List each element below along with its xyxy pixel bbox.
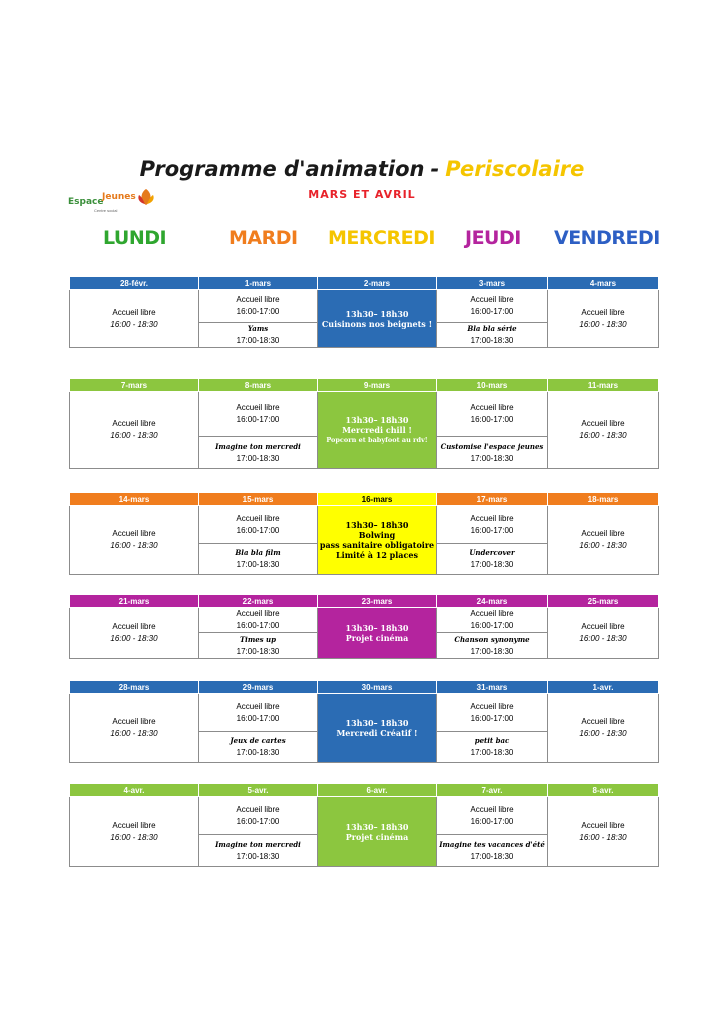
date-cell: 3-mars: [437, 277, 548, 290]
week-table: [69, 378, 659, 469]
wednesday-activity-line: Bolwing: [358, 530, 396, 540]
tuesday-activity: Imagine ton mercredi: [215, 839, 301, 849]
date-cell: 8-avr.: [548, 784, 659, 797]
tuesday-open-cell: [199, 290, 318, 323]
friday-label: Accueil libre: [581, 529, 625, 538]
tuesday-activity-time: 17:00-18:30: [236, 748, 280, 757]
friday-hours: 16:00 - 18:30: [579, 634, 627, 643]
wednesday-activity-cell: [318, 290, 437, 348]
tuesday-open-cell: [199, 392, 318, 437]
friday-hours: 16:00 - 18:30: [579, 431, 627, 440]
date-cell: 10-mars: [437, 379, 548, 392]
monday-hours: 16:00 - 18:30: [110, 634, 158, 643]
thursday-activity-cell: [437, 633, 548, 659]
tuesday-activity: Imagine ton mercredi: [215, 441, 301, 451]
friday-label: Accueil libre: [581, 820, 625, 830]
tuesday-open-cell: [199, 608, 318, 633]
tuesday-open-cell: [199, 797, 318, 835]
friday-label: Accueil libre: [581, 307, 625, 317]
date-cell: 29-mars: [199, 681, 318, 694]
week-header-row: [70, 784, 659, 797]
espace-jeunes-logo: [68, 187, 158, 217]
wednesday-activity-line: 13h30– 18h30: [345, 520, 409, 530]
week-header-row: [70, 681, 659, 694]
friday-cell: [548, 506, 659, 575]
thursday-activity-cell: [437, 323, 548, 348]
friday-cell: [548, 290, 659, 348]
monday-cell: [70, 797, 199, 867]
weekday-headings: [0, 227, 724, 253]
wednesday-activity-cell: [318, 694, 437, 763]
page-title: [0, 157, 724, 181]
wednesday-activity-line: Popcorn et babyfoot au rdv!: [326, 436, 428, 444]
friday-cell: [548, 608, 659, 659]
tuesday-hours: 16:00-17:00: [236, 713, 280, 723]
thursday-activity: petit bac: [474, 736, 510, 745]
logo-word-espace: Espace: [68, 197, 104, 207]
tuesday-activity-cell: [199, 835, 318, 867]
wednesday-activity-cell: [318, 392, 437, 469]
week-header-row: [70, 493, 659, 506]
title-periscolaire: Periscolaire: [445, 157, 585, 181]
thursday-activity-time: 17:00-18:30: [470, 748, 514, 757]
tuesday-hours: 16:00-17:00: [236, 415, 280, 424]
thursday-label: Accueil libre: [470, 403, 514, 412]
week-table: [69, 492, 659, 575]
leaf-icon: [136, 187, 156, 207]
thursday-hours: 16:00-17:00: [470, 713, 514, 723]
logo-caption: Centre social: [94, 208, 118, 213]
monday-label: Accueil libre: [112, 419, 156, 428]
monday-cell: [70, 608, 199, 659]
date-cell: 21-mars: [70, 595, 199, 608]
tuesday-activity-cell: [199, 544, 318, 575]
week-header-row: [70, 595, 659, 608]
thursday-open-cell: [437, 290, 548, 323]
thursday-activity: Imagine tes vacances d'été: [439, 839, 545, 849]
thursday-open-cell: [437, 608, 548, 633]
date-cell: 25-mars: [548, 595, 659, 608]
date-cell: 7-mars: [70, 379, 199, 392]
week-header-row: [70, 379, 659, 392]
tuesday-activity-time: 17:00-18:30: [236, 560, 280, 569]
tuesday-activity-time: 17:00-18:30: [236, 336, 280, 345]
thursday-activity-time: 17:00-18:30: [470, 560, 514, 569]
thursday-open-cell: [437, 797, 548, 835]
thursday-label: Accueil libre: [470, 295, 514, 304]
wednesday-activity-cell: [318, 797, 437, 867]
thursday-hours: 16:00-17:00: [470, 621, 514, 630]
friday-cell: [548, 694, 659, 763]
thursday-activity-time: 17:00-18:30: [470, 851, 514, 861]
monday-hours: 16:00 - 18:30: [110, 431, 158, 440]
monday-hours: 16:00 - 18:30: [110, 729, 158, 738]
date-cell: 1-avr.: [548, 681, 659, 694]
wednesday-activity-line: pass sanitaire obligatoire: [319, 540, 435, 550]
thursday-label: Accueil libre: [470, 513, 514, 523]
date-cell: 14-mars: [70, 493, 199, 506]
friday-cell: [548, 797, 659, 867]
thursday-activity: Customise l'espace jeunes: [440, 441, 544, 451]
tuesday-activity-time: 17:00-18:30: [236, 851, 280, 861]
monday-label: Accueil libre: [112, 307, 156, 317]
week-body-row: [70, 608, 659, 633]
week-body-row: [70, 506, 659, 544]
thursday-activity-cell: [437, 544, 548, 575]
week-body-row: [70, 290, 659, 323]
thursday-activity-cell: [437, 732, 548, 763]
wednesday-activity-cell: [318, 608, 437, 659]
wednesday-activity-line: 13h30– 18h30: [345, 415, 409, 425]
tuesday-activity-time: 17:00-18:30: [236, 646, 280, 656]
monday-label: Accueil libre: [112, 820, 156, 830]
week-body-row: [70, 797, 659, 835]
day-heading-vendredi: VENDREDI: [554, 227, 660, 249]
tuesday-label: Accueil libre: [236, 701, 280, 711]
monday-cell: [70, 392, 199, 469]
thursday-label: Accueil libre: [470, 701, 514, 711]
monday-label: Accueil libre: [112, 622, 156, 631]
tuesday-activity-time: 17:00-18:30: [236, 453, 280, 463]
tuesday-label: Accueil libre: [236, 609, 280, 618]
date-cell: 28-mars: [70, 681, 199, 694]
thursday-hours: 16:00-17:00: [470, 525, 514, 535]
date-cell: 8-mars: [199, 379, 318, 392]
title-main: Programme d'animation: [139, 157, 425, 181]
tuesday-hours: 16:00-17:00: [236, 525, 280, 535]
date-cell: 22-mars: [199, 595, 318, 608]
tuesday-activity: Times up: [239, 634, 277, 644]
monday-cell: [70, 290, 199, 348]
tuesday-activity: Jeux de cartes: [230, 736, 286, 745]
wednesday-activity-line: 13h30– 18h30: [345, 718, 409, 728]
title-dash: -: [430, 157, 440, 181]
thursday-open-cell: [437, 694, 548, 732]
friday-hours: 16:00 - 18:30: [579, 319, 627, 329]
week-header-row: [70, 277, 659, 290]
date-cell: 2-mars: [318, 277, 437, 290]
thursday-open-cell: [437, 392, 548, 437]
tuesday-activity: Yams: [247, 324, 269, 333]
tuesday-label: Accueil libre: [236, 403, 280, 412]
date-cell: 1-mars: [199, 277, 318, 290]
date-cell: 9-mars: [318, 379, 437, 392]
date-cell: 31-mars: [437, 681, 548, 694]
thursday-open-cell: [437, 506, 548, 544]
friday-hours: 16:00 - 18:30: [579, 832, 627, 842]
week-body-row: [70, 392, 659, 437]
friday-label: Accueil libre: [581, 717, 625, 726]
thursday-activity-cell: [437, 835, 548, 867]
wednesday-activity-line: Limité à 12 places: [336, 550, 418, 560]
week-body-row: [70, 694, 659, 732]
wednesday-activity-line: Projet cinéma: [345, 633, 409, 643]
wednesday-activity-line: 13h30– 18h30: [345, 623, 409, 633]
date-cell: 23-mars: [318, 595, 437, 608]
day-heading-jeudi: JEUDI: [465, 227, 521, 249]
wednesday-activity-line: 13h30– 18h30: [345, 821, 409, 832]
week-table: [69, 680, 659, 763]
monday-label: Accueil libre: [112, 529, 156, 538]
date-cell: 30-mars: [318, 681, 437, 694]
thursday-hours: 16:00-17:00: [470, 307, 514, 316]
day-heading-lundi: LUNDI: [103, 227, 167, 249]
tuesday-label: Accueil libre: [236, 295, 280, 304]
date-cell: 18-mars: [548, 493, 659, 506]
monday-cell: [70, 694, 199, 763]
friday-cell: [548, 392, 659, 469]
thursday-activity: Undercover: [469, 548, 515, 557]
wednesday-activity-line: 13h30– 18h30: [345, 308, 409, 319]
date-cell: 28-févr.: [70, 277, 199, 290]
wednesday-activity-line: Projet cinéma: [345, 831, 409, 842]
monday-hours: 16:00 - 18:30: [110, 832, 158, 842]
date-cell: 11-mars: [548, 379, 659, 392]
tuesday-open-cell: [199, 694, 318, 732]
wednesday-activity-line: Cuisinons nos beignets !: [321, 318, 433, 329]
tuesday-label: Accueil libre: [236, 513, 280, 523]
date-cell: 15-mars: [199, 493, 318, 506]
monday-cell: [70, 506, 199, 575]
thursday-activity-time: 17:00-18:30: [470, 336, 514, 345]
monday-hours: 16:00 - 18:30: [110, 319, 158, 329]
date-cell: 17-mars: [437, 493, 548, 506]
page-subtitle: MARS ET AVRIL: [308, 188, 416, 201]
tuesday-label: Accueil libre: [236, 804, 280, 814]
thursday-label: Accueil libre: [470, 804, 514, 814]
date-cell: 24-mars: [437, 595, 548, 608]
friday-label: Accueil libre: [581, 419, 625, 428]
date-cell: 6-avr.: [318, 784, 437, 797]
tuesday-open-cell: [199, 506, 318, 544]
date-cell: 5-avr.: [199, 784, 318, 797]
monday-label: Accueil libre: [112, 717, 156, 726]
tuesday-activity-cell: [199, 732, 318, 763]
tuesday-activity-cell: [199, 323, 318, 348]
tuesday-hours: 16:00-17:00: [236, 621, 280, 630]
thursday-activity: Chanson synonyme: [454, 634, 530, 644]
thursday-activity-time: 17:00-18:30: [470, 453, 514, 463]
wednesday-activity-cell: [318, 506, 437, 575]
thursday-label: Accueil libre: [470, 609, 514, 618]
logo-word-jeunes: Jeunes: [102, 192, 136, 202]
date-cell: 4-avr.: [70, 784, 199, 797]
wednesday-activity-line: Mercredi Créatif !: [336, 728, 418, 738]
tuesday-hours: 16:00-17:00: [236, 307, 280, 316]
thursday-hours: 16:00-17:00: [470, 816, 514, 826]
day-heading-mercredi: MERCREDI: [328, 227, 435, 249]
tuesday-hours: 16:00-17:00: [236, 816, 280, 826]
friday-hours: 16:00 - 18:30: [579, 541, 627, 550]
week-table: [69, 594, 659, 659]
date-cell: 16-mars: [318, 493, 437, 506]
tuesday-activity-cell: [199, 437, 318, 469]
friday-hours: 16:00 - 18:30: [579, 729, 627, 738]
monday-hours: 16:00 - 18:30: [110, 541, 158, 550]
thursday-hours: 16:00-17:00: [470, 415, 514, 424]
week-table: [69, 783, 659, 867]
date-cell: 7-avr.: [437, 784, 548, 797]
thursday-activity: Bla bla série: [467, 324, 517, 333]
tuesday-activity-cell: [199, 633, 318, 659]
tuesday-activity: Bla bla film: [235, 548, 281, 557]
friday-label: Accueil libre: [581, 622, 625, 631]
week-table: [69, 276, 659, 348]
day-heading-mardi: MARDI: [229, 227, 298, 249]
wednesday-activity-line: Mercredi chill !: [342, 425, 412, 435]
thursday-activity-cell: [437, 437, 548, 469]
thursday-activity-time: 17:00-18:30: [470, 646, 514, 656]
date-cell: 4-mars: [548, 277, 659, 290]
